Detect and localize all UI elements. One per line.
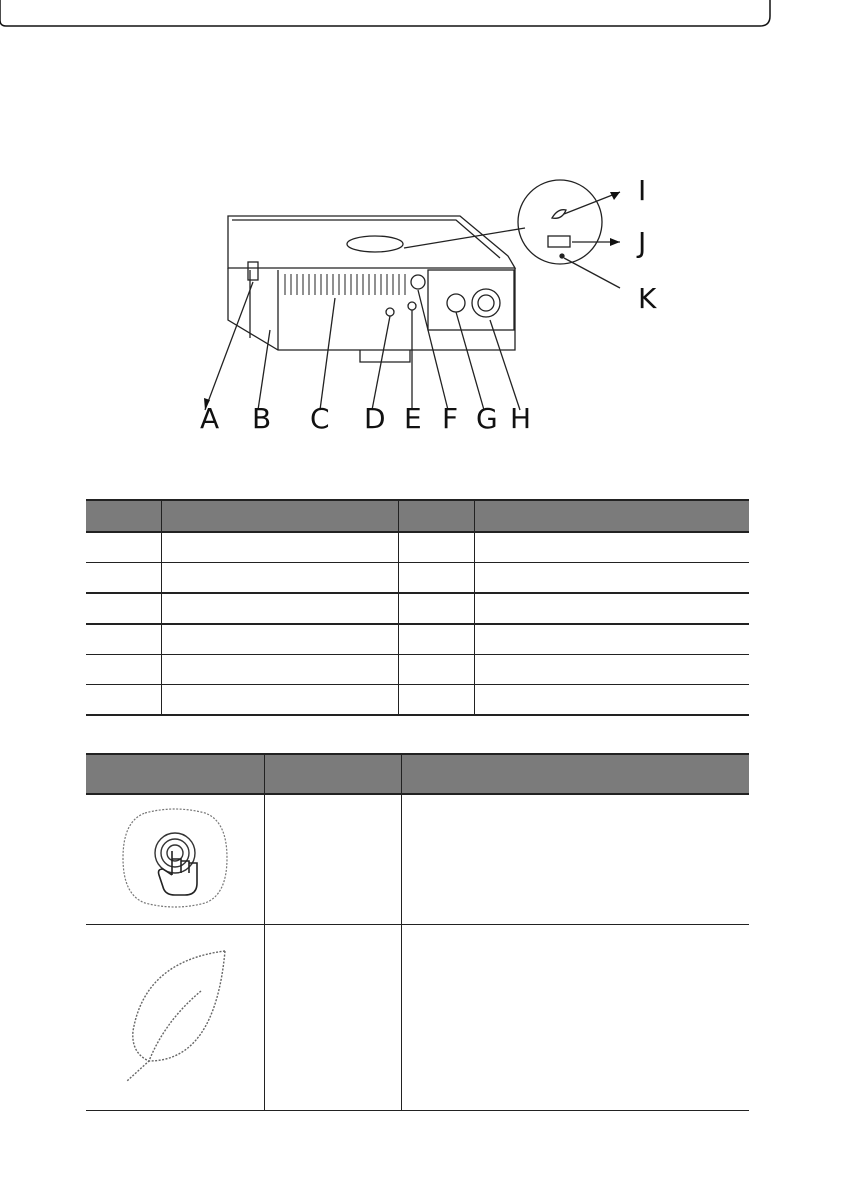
table-row: [86, 685, 749, 716]
table-cell: [161, 563, 398, 594]
table-row: [86, 924, 749, 1110]
table-cell: [86, 624, 161, 655]
table-cell: [474, 655, 749, 685]
symbol-name: [264, 924, 401, 1110]
leaf-icon: [105, 941, 245, 1091]
table-cell: [474, 532, 749, 563]
callout-k: K: [638, 282, 657, 315]
callout-a: A: [200, 402, 220, 435]
table-cell: [161, 685, 398, 716]
table-cell: [474, 563, 749, 594]
table-cell: [474, 593, 749, 624]
table-cell: [398, 655, 474, 685]
table-cell: [86, 563, 161, 594]
callout-g: G: [476, 402, 498, 435]
table-row: [86, 532, 749, 563]
table-cell: [86, 655, 161, 685]
table-cell: [86, 532, 161, 563]
table-cell: [398, 593, 474, 624]
header-cell: [264, 754, 401, 794]
callout-c: C: [310, 402, 330, 435]
callout-i: I: [638, 174, 647, 207]
header-cell: [86, 754, 264, 794]
header-cell: [398, 500, 474, 532]
table-cell: [161, 624, 398, 655]
icon-cell: [86, 794, 264, 924]
table-cell: [161, 655, 398, 685]
symbol-table-header: [86, 754, 749, 794]
icon-cell: [86, 924, 264, 1110]
header-cell: [86, 500, 161, 532]
touch-button-icon: [115, 803, 235, 913]
table-row: [86, 794, 749, 924]
table-cell: [398, 532, 474, 563]
table-row: [86, 624, 749, 655]
table-row: [86, 593, 749, 624]
callout-e: E: [404, 402, 422, 435]
callout-f: F: [442, 402, 459, 435]
parts-table-header: [86, 500, 749, 532]
table-cell: [398, 624, 474, 655]
table-row: [86, 563, 749, 594]
symbol-description: [401, 924, 749, 1110]
table-row: [86, 655, 749, 685]
callout-h: H: [510, 402, 532, 435]
header-cell: [161, 500, 398, 532]
table-cell: [398, 685, 474, 716]
header-cell: [474, 500, 749, 532]
table-cell: [474, 624, 749, 655]
table-cell: [474, 685, 749, 716]
symbol-description: [401, 794, 749, 924]
header-cell: [401, 754, 749, 794]
parts-table: [86, 499, 749, 716]
page-corner-rule: [0, 0, 842, 28]
symbol-name: [264, 794, 401, 924]
table-cell: [161, 532, 398, 563]
table-cell: [398, 563, 474, 594]
table-cell: [86, 685, 161, 716]
inverter-drawing: [190, 170, 670, 435]
table-cell: [86, 593, 161, 624]
inverter-diagram: [190, 170, 670, 435]
callout-d: D: [364, 402, 386, 435]
symbol-table: [86, 753, 749, 1111]
callout-j: J: [638, 226, 647, 259]
table-cell: [161, 593, 398, 624]
callout-b: B: [252, 402, 272, 435]
